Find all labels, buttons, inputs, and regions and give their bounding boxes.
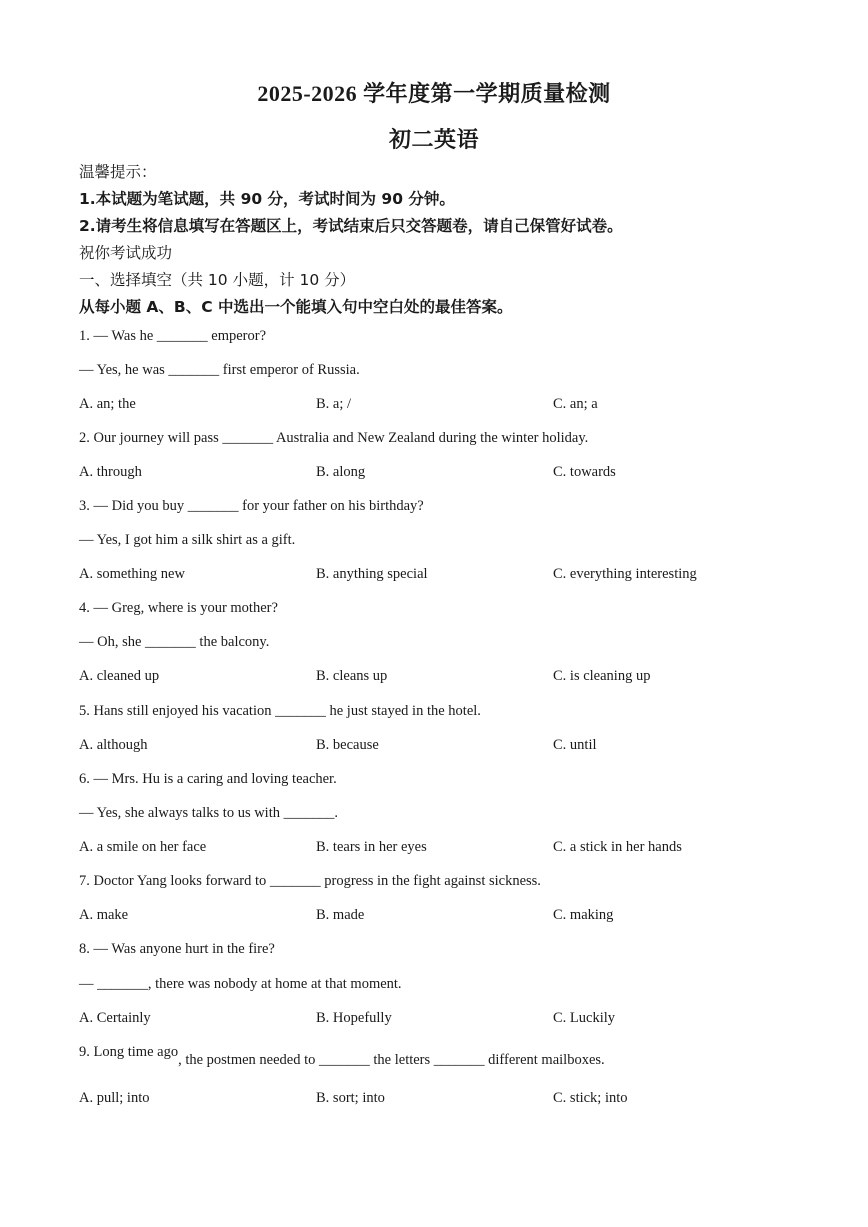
question-7-option-c: C. making (553, 907, 614, 923)
question-2-line-1: 2. Our journey will pass _______ Australia and New Zealand during the winter holiday. (79, 430, 589, 446)
question-4-line-1: 4. — Greg, where is your mother? (79, 600, 278, 616)
question-1-option-b: B. a; / (316, 396, 352, 412)
notice-heading: 温馨提示： (79, 163, 157, 181)
question-1-line-2: — Yes, he was _______ first emperor of Russia. (79, 362, 360, 378)
question-6-option-a: A. a smile on her face (79, 839, 207, 855)
question-3-option-a: A. something new (79, 566, 185, 582)
question-5-option-b: B. because (316, 737, 379, 753)
question-1-option-c: C. an; a (553, 396, 598, 412)
question-8-line-2: — _______, there was nobody at home at that moment. (79, 976, 402, 992)
question-9-line-1-part-b: , the postmen needed to _______ the letters _______ different mailboxes. (178, 1052, 605, 1068)
question-1-option-a: A. an; the (79, 396, 136, 412)
question-6-option-c: C. a stick in her hands (553, 839, 682, 855)
question-2-option-b: B. along (316, 464, 366, 480)
question-9-option-b: B. sort; into (316, 1090, 385, 1106)
question-7-option-b: B. made (316, 907, 365, 923)
section-title: 一、选择填空（共 10 小题，计 10 分） (79, 271, 356, 289)
question-3-option-b: B. anything special (316, 566, 428, 582)
question-5-line-1: 5. Hans still enjoyed his vacation _______ he just stayed in the hotel. (79, 703, 481, 719)
question-3-option-c: C. everything interesting (553, 566, 697, 582)
question-9-line-1 (79, 1044, 605, 1068)
page-title: 2025-2026 学年度第一学期质量检测 (257, 81, 611, 106)
question-3-line-1: 3. — Did you buy _______ for your father on his birthday? (79, 498, 424, 514)
question-8-option-b: B. Hopefully (316, 1010, 392, 1026)
question-2-option-a: A. through (79, 464, 142, 480)
question-8-option-a: A. Certainly (79, 1010, 151, 1026)
question-6-line-1: 6. — Mrs. Hu is a caring and loving teacher. (79, 771, 337, 787)
question-9-line-1-part-a: 9. Long time ago (79, 1044, 179, 1060)
question-4-option-b: B. cleans up (316, 668, 388, 684)
notice-line-1: 1.本试题为笔试题，共 90 分，考试时间为 90 分钟。 (79, 190, 455, 208)
question-6-line-2: — Yes, she always talks to us with _______. (79, 805, 338, 821)
question-8-option-c: C. Luckily (553, 1010, 616, 1026)
question-6-option-b: B. tears in her eyes (316, 839, 427, 855)
question-8-line-1: 8. — Was anyone hurt in the fire? (79, 941, 275, 957)
section-instruction: 从每小题 A、B、C 中选出一个能填入句中空白处的最佳答案。 (79, 298, 513, 316)
question-7-option-a: A. make (79, 907, 129, 923)
question-5-option-c: C. until (553, 737, 597, 753)
page-subtitle: 初二英语 (388, 127, 479, 152)
notice-wish: 祝你考试成功 (79, 244, 173, 262)
question-9-option-c: C. stick; into (553, 1090, 628, 1106)
question-5-option-a: A. although (79, 737, 148, 753)
notice-line-2: 2.请考生将信息填写在答题区上，考试结束后只交答题卷，请自己保管好试卷。 (79, 217, 623, 235)
question-1-line-1: 1. — Was he _______ emperor? (79, 328, 267, 344)
question-4-option-c: C. is cleaning up (553, 668, 651, 684)
question-7-line-1: 7. Doctor Yang looks forward to _______ progress in the fight against sickness. (79, 873, 541, 889)
question-4-option-a: A. cleaned up (79, 668, 160, 684)
question-9-option-a: A. pull; into (79, 1090, 150, 1106)
question-3-line-2: — Yes, I got him a silk shirt as a gift. (79, 532, 296, 548)
question-4-line-2: — Oh, she _______ the balcony. (79, 634, 270, 650)
question-2-option-c: C. towards (553, 464, 616, 480)
